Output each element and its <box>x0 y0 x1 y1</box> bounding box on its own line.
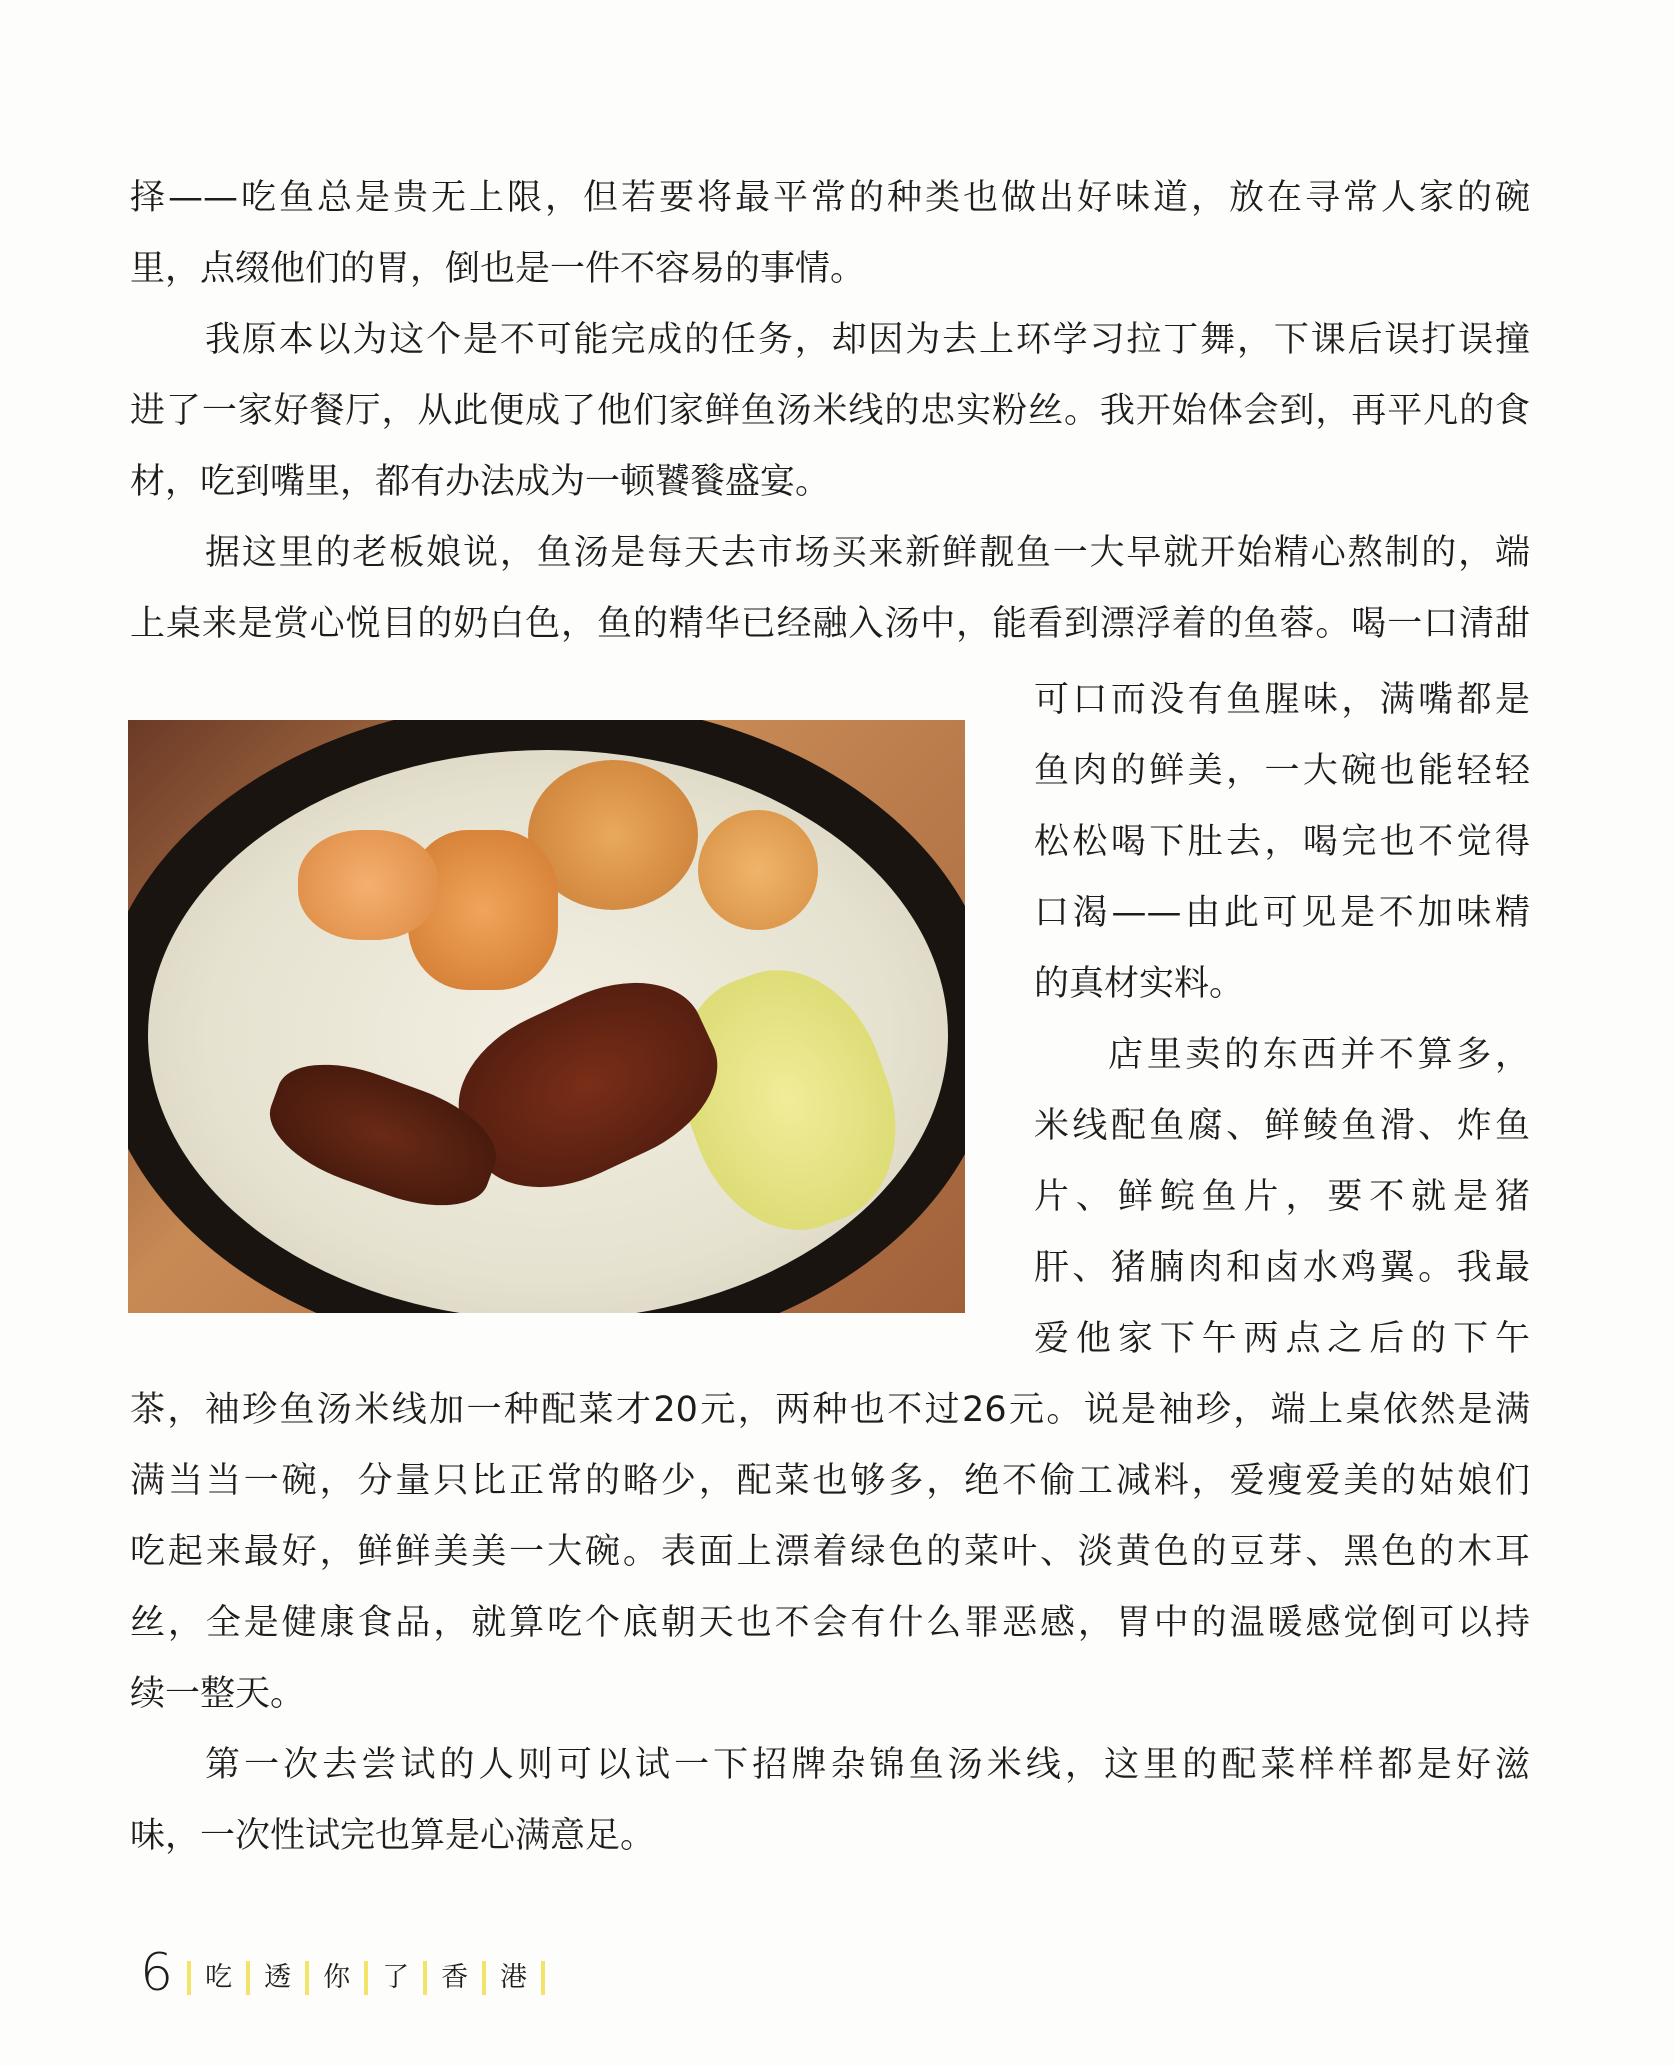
page-footer <box>140 1945 545 2001</box>
text-line: 满当当一碗，分量只比正常的略少，配菜也够多，绝不偷工减料，爱瘦爱美的姑娘们 <box>130 1461 1530 1501</box>
text-line: 爱他家下午两点之后的下午 <box>1034 1319 1530 1359</box>
book-title-char: 吃 <box>187 1961 246 1995</box>
text-line: 上桌来是赏心悦目的奶白色，鱼的精华已经融入汤中，能看到漂浮着的鱼蓉。喝一口清甜 <box>130 604 1530 644</box>
fried-fish-slice <box>298 830 438 940</box>
text-line: 我原本以为这个是不可能完成的任务，却因为去上环学习拉丁舞，下课后误打误撞 <box>205 320 1530 360</box>
text-line: 的真材实料。 <box>1034 964 1245 1004</box>
book-title-char: 透 <box>246 1961 305 1995</box>
text-line: 里，点缀他们的胃，倒也是一件不容易的事情。 <box>130 249 866 289</box>
book-title-char: 香 <box>423 1961 482 1995</box>
text-line: 味，一次性试完也算是心满意足。 <box>130 1816 656 1856</box>
text-line: 米线配鱼腐、鲜鲮鱼滑、炸鱼 <box>1034 1106 1530 1146</box>
text-line: 丝，全是健康食品，就算吃个底朝天也不会有什么罪恶感，胃中的温暖感觉倒可以持 <box>130 1603 1530 1643</box>
text-line: 吃起来最好，鲜鲜美美一大碗。表面上漂着绿色的菜叶、淡黄色的豆芽、黑色的木耳 <box>130 1532 1530 1572</box>
text-line: 材，吃到嘴里，都有办法成为一顿饕餮盛宴。 <box>130 462 831 502</box>
text-line: 可口而没有鱼腥味，满嘴都是 <box>1034 680 1530 720</box>
divider <box>541 1961 545 1995</box>
text-line: 肝、猪腩肉和卤水鸡翼。我最 <box>1034 1248 1530 1288</box>
book-title-char: 港 <box>482 1961 541 1995</box>
text-line: 片、鲜鲩鱼片，要不就是猪 <box>1034 1177 1530 1217</box>
text-line: 口渴——由此可见是不加味精 <box>1034 893 1530 933</box>
book-title-char: 你 <box>305 1961 364 1995</box>
fish-ball <box>698 810 818 930</box>
text-line: 第一次去尝试的人则可以试一下招牌杂锦鱼汤米线，这里的配菜样样都是好滋 <box>205 1745 1530 1785</box>
text-line: 据这里的老板娘说，鱼汤是每天去市场买来新鲜靓鱼一大早就开始精心熬制的，端 <box>205 533 1530 573</box>
fish-soup-noodle-photo <box>128 720 965 1313</box>
text-line: 择——吃鱼总是贵无上限，但若要将最平常的种类也做出好味道，放在寻常人家的碗 <box>130 178 1530 218</box>
text-line: 松松喝下肚去，喝完也不觉得 <box>1034 822 1530 862</box>
text-line: 店里卖的东西并不算多， <box>1108 1035 1530 1075</box>
text-line: 鱼肉的鲜美，一大碗也能轻轻 <box>1034 751 1530 791</box>
book-title-char: 了 <box>364 1961 423 1995</box>
text-line: 进了一家好餐厅，从此便成了他们家鲜鱼汤米线的忠实粉丝。我开始体会到，再平凡的食 <box>130 391 1530 431</box>
text-line: 茶，袖珍鱼汤米线加一种配菜才20元，两种也不过26元。说是袖珍，端上桌依然是满 <box>130 1390 1530 1430</box>
page-number: 6 <box>140 1943 174 2003</box>
text-line: 续一整天。 <box>130 1674 306 1714</box>
